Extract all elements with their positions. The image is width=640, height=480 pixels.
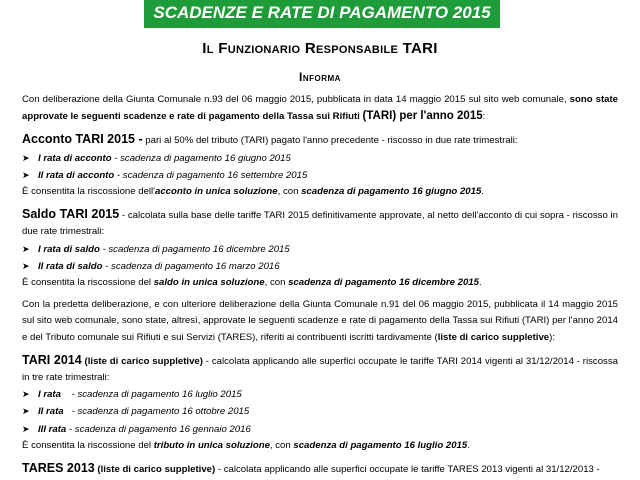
text: . [467, 439, 470, 451]
text: . [478, 277, 482, 289]
heading-desc: - calcolata applicando alle superfici occupate le tariffe TARI 2014 vigenti al 31/12/2014 - riscossa in tre rate trimestrali: [22, 355, 618, 384]
text-bold: liste di carico suppletive [437, 331, 550, 343]
second-paragraph [22, 297, 618, 346]
tari2014-heading: TARI 2014 [22, 352, 82, 367]
arrow-bullet-icon: ➤ [22, 423, 30, 434]
list-item [22, 386, 618, 403]
heading-sub: (liste di carico suppletive) [81, 355, 203, 367]
intro-colon: : [482, 111, 486, 123]
rate-text: - scadenza di pagamento 16 ottobre 2015 [63, 406, 250, 418]
list-item [22, 403, 618, 420]
list-item [22, 258, 618, 275]
saldo-unica [22, 275, 618, 291]
acconto-heading-line [22, 131, 618, 149]
arrow-bullet-icon: ➤ [22, 260, 30, 271]
rate-text: - scadenza di pagamento 16 settembre 2015 [114, 169, 308, 181]
rate-name: III rata [38, 423, 67, 435]
arrow-bullet-icon: ➤ [22, 169, 30, 180]
intro-paragraph [22, 92, 618, 125]
heading-sub: (liste di carico suppletive) [94, 464, 216, 476]
rate-name: II rata di saldo [38, 260, 103, 272]
text: Con la predetta deliberazione, e con ulteriore deliberazione della Giunta Comunale n.91 del 06 maggio 2015, pubblicata il 14 maggio 2015 sul sito web comunale, sono state, altresì, approvate le seguenti scadenze e rate di pagamento della Tassa sui Rifiuti (TARI) per l'anno 2014 e del Tributo comunale sui Rifiuti e sui Servizi (TARES), riferiti ai contribuenti iscritti tardivamente ( [22, 299, 618, 343]
text-bold: tributo in unica soluzione [153, 439, 270, 451]
text: ): [549, 331, 556, 343]
rate-text: - scadenza di pagamento 16 marzo 2016 [102, 260, 280, 272]
tari2014-heading-line [22, 352, 618, 386]
text: , con [277, 186, 302, 198]
acconto-unica [22, 184, 618, 200]
rate-text: - scadenza di pagamento 16 dicembre 2015 [99, 243, 290, 255]
acconto-desc: pari al 50% del tributo (TARI) pagato l'anno precedente - riscosso in due rate trimestrali: [142, 135, 518, 147]
text: È consentita la riscossione del [22, 277, 154, 289]
intro-bold: sono state approvate le seguenti scadenze e rate di pagamento della Tassa sui Rifiuti [22, 94, 619, 123]
saldo-heading: Saldo TARI 2015 [22, 207, 120, 222]
text-bold: saldo in unica soluzione [153, 277, 265, 289]
rate-name: I rata di saldo [38, 243, 100, 255]
text: È consentita la riscossione del [22, 439, 154, 451]
list-item [22, 167, 618, 184]
rate-text: - scadenza di pagamento 16 gennaio 2016 [66, 423, 251, 435]
text: , con [264, 277, 289, 289]
arrow-bullet-icon: ➤ [22, 406, 30, 417]
text: , con [269, 439, 294, 451]
text-bold: scadenza di pagamento 16 luglio 2015 [293, 439, 468, 451]
acconto-heading: Acconto TARI 2015 - [22, 132, 143, 147]
saldo-heading-line [22, 206, 618, 240]
rate-text: - scadenza di pagamento 16 giugno 2015 [111, 152, 291, 164]
banner-title: SCADENZE E RATE DI PAGAMENTO 2015 [144, 0, 500, 28]
tari2014-unica [22, 438, 618, 454]
text-bold: scadenza di pagamento 16 dicembre 2015 [288, 277, 479, 289]
rate-text: - scadenza di pagamento 16 luglio 2015 [60, 389, 242, 401]
intro-bold-year: (TARI) per l'anno 2015 [362, 110, 483, 123]
tares2013-heading-line [22, 460, 618, 478]
intro-text: Con deliberazione della Giunta Comunale n.93 del 06 maggio 2015, pubblicata in data 14 maggio 2015 sul sito web comunale, [22, 94, 570, 105]
rate-name: I rata [38, 389, 61, 401]
tares2013-heading: TARES 2013 [22, 461, 95, 476]
informa-heading: Informa [299, 70, 341, 84]
heading-desc: - calcolata applicando alle superfici occupate le tariffe TARES 2013 vigenti al 31/12/2013 - [215, 464, 600, 476]
arrow-bullet-icon: ➤ [22, 243, 30, 254]
rate-name: I rata di acconto [38, 152, 112, 164]
rate-name: II rata [38, 406, 64, 418]
arrow-bullet-icon: ➤ [22, 389, 30, 400]
rate-name: II rata di acconto [38, 169, 115, 181]
arrow-bullet-icon: ➤ [22, 152, 30, 163]
document-body [22, 92, 618, 478]
list-item [22, 150, 618, 167]
text-bold: acconto in unica soluzione [155, 186, 278, 198]
text: È consentita la riscossione dell' [22, 186, 156, 198]
list-item [22, 241, 618, 258]
saldo-desc: - calcolata sulla base delle tariffe TARI 2015 definitivamente approvate, al netto dell'acconto di cui sopra - riscosso in due rate trimestrali: [22, 210, 618, 238]
page-title: Il Funzionario Responsabile TARI [202, 40, 438, 57]
text-bold: scadenza di pagamento 16 giugno 2015 [301, 186, 482, 198]
text: . [481, 186, 484, 198]
list-item [22, 421, 618, 438]
